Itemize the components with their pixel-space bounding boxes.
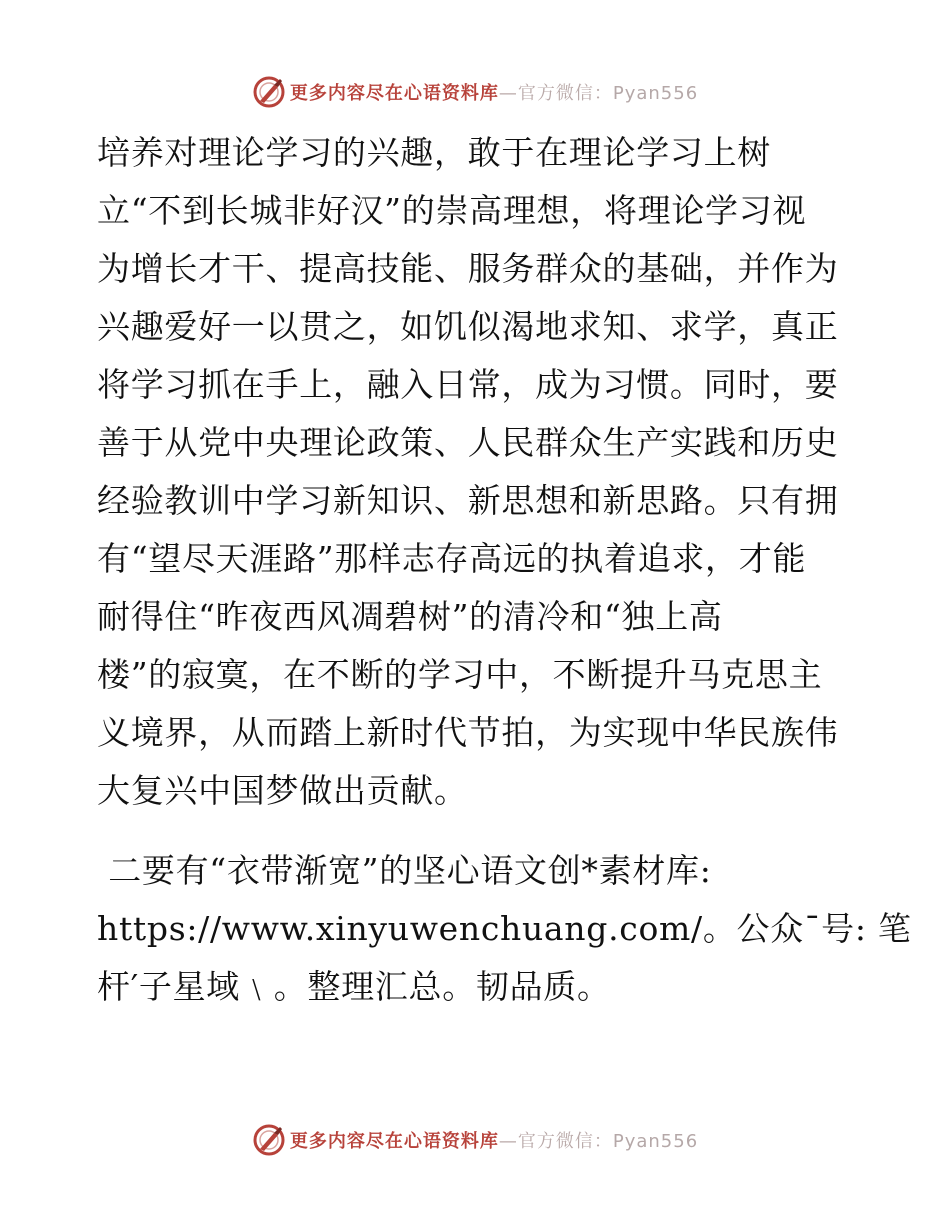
text-line: 义境界，从而踏上新时代节拍，为实现中华民族伟 [97,713,839,752]
watermark-wechat-id: Pyan556 [612,83,699,104]
paragraph-1 [97,124,857,820]
pen-logo-icon [252,75,286,109]
watermark-official: 官方微信： [517,83,613,104]
text-line: https://www.xinyuwenchuang.com/。公众¯号: 笔 [97,909,912,948]
text-line: 耐得住“昨夜西风凋碧树”的清冷和“独上高 [97,597,723,636]
watermark-lead: 更多内容尽在心语资料库 [289,1131,499,1152]
watermark-dash: — [498,83,518,104]
pen-logo-icon [252,1123,286,1157]
text-line: 楼”的寂寞，在不断的学习中，不断提升马克思主 [97,655,823,694]
text-line: 为增长才干、提高技能、服务群众的基础，并作为 [97,249,839,288]
text-line: 将学习抓在手上，融入日常，成为习惯。同时，要 [97,365,839,404]
text-line: 经验教训中学习新知识、新思想和新思路。只有拥 [97,481,839,520]
text-line: 大复兴中国梦做出贡献。 [97,771,468,810]
watermark-official: 官方微信： [517,1131,613,1152]
document-body [97,124,912,1016]
text-line: 杆′子星域﹨。整理汇总。韧品质。 [97,967,611,1006]
paragraph-gap [97,820,857,842]
watermark-wechat-id: Pyan556 [612,1131,699,1152]
text-line: 二要有“衣带渐宽”的坚心语文创*素材库: [97,851,712,890]
text-line: 有“望尽天涯路”那样志存高远的执着追求，才能 [97,539,807,578]
watermark-text [290,1127,698,1153]
text-line: 培养对理论学习的兴趣，敢于在理论学习上树 [97,133,771,172]
text-line: 兴趣爱好一以贯之，如饥似渴地求知、求学，真正 [97,307,839,346]
header-watermark [0,72,950,112]
watermark-lead: 更多内容尽在心语资料库 [289,83,499,104]
paragraph-2 [97,842,912,1016]
text-line: 立“不到长城非好汉”的崇高理想，将理论学习视 [97,191,807,230]
footer-watermark [0,1120,950,1160]
text-line: 善于从党中央理论政策、人民群众生产实践和历史 [97,423,839,462]
watermark-text [290,79,698,105]
watermark-dash: — [498,1131,518,1152]
